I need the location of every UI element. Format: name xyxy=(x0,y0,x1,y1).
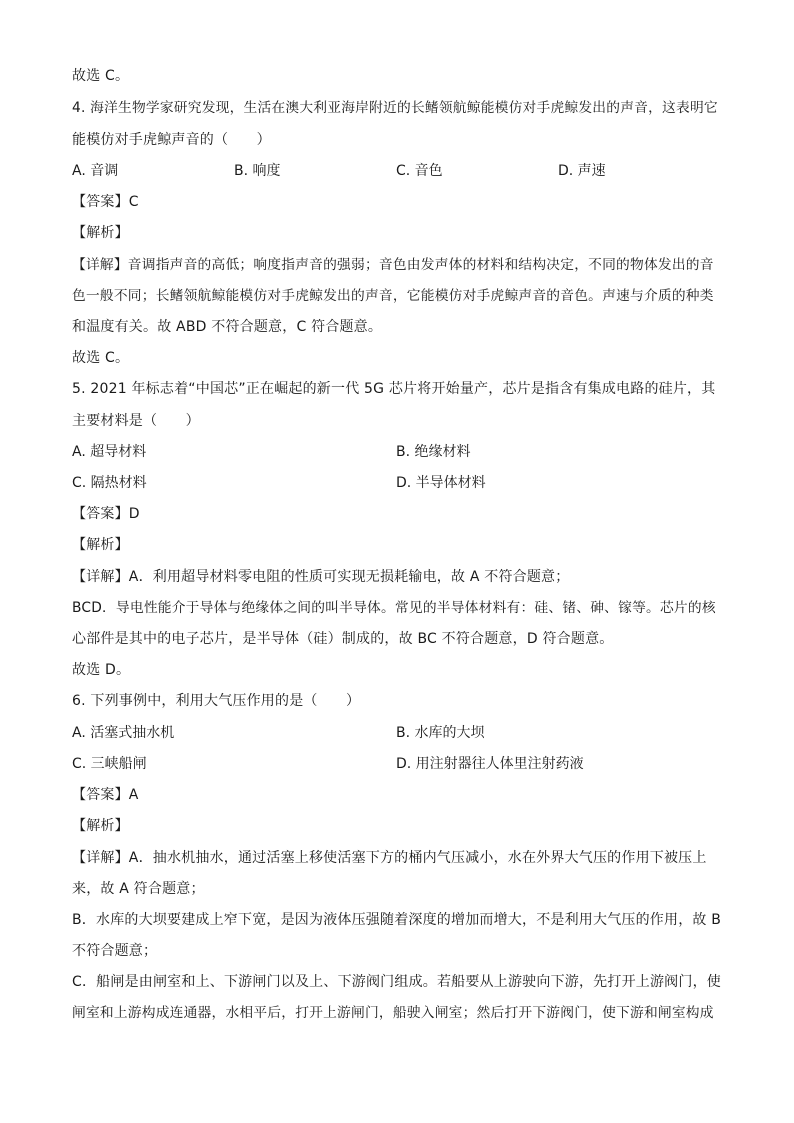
q4-stem-line2: 能模仿对手虎鲸声音的（ ） xyxy=(72,132,271,148)
q4-option-d: D. 声速 xyxy=(558,163,606,179)
q4-stem-line1: 4. 海洋生物学家研究发现，生活在澳大利亚海岸附近的长鳍领航鲸能模仿对手虎鲸发出的声音，这表明它 xyxy=(72,100,718,116)
q4-option-a: A. 音调 xyxy=(72,163,119,179)
q5-detail-line1: 【详解】A．利用超导材料零电阻的性质可实现无损耗输电，故 A 不符合题意； xyxy=(72,569,570,585)
q5-option-d: D. 半导体材料 xyxy=(396,475,486,491)
q5-stem-line2: 主要材料是（ ） xyxy=(72,413,200,429)
q6-answer: 【答案】A xyxy=(72,787,139,803)
q6-option-d: D. 用注射器往人体里注射药液 xyxy=(396,756,584,772)
q4-answer: 【答案】C xyxy=(72,194,139,210)
q4-analysis-heading: 【解析】 xyxy=(72,225,129,241)
q4-conclusion: 故选 C。 xyxy=(72,350,130,366)
q6-detail-line3: B．水库的大坝要建成上窄下宽，是因为液体压强随着深度的增加而增大，不是利用大气压的作用，故 B xyxy=(72,912,722,928)
q6-option-b: B. 水库的大坝 xyxy=(396,725,485,741)
q4-detail-line2: 色一般不同；长鳍领航鲸能模仿对手虎鲸发出的声音，它能模仿对手虎鲸声音的音色。声速与介质的种类 xyxy=(72,288,714,304)
q6-detail-line5: C．船闸是由闸室和上、下游闸门以及上、下游阀门组成。若船要从上游驶向下游，先打开上游阀门，使 xyxy=(72,974,721,990)
q6-option-a: A. 活塞式抽水机 xyxy=(72,725,175,741)
q4-detail-line1: 【详解】音调指声音的高低；响度指声音的强弱；音色由发声体的材料和结构决定，不同的物体发出的音 xyxy=(72,257,714,273)
q6-detail-line1: 【详解】A．抽水机抽水，通过活塞上移使活塞下方的桶内气压减小，水在外界大气压的作用下被压上 xyxy=(72,850,707,866)
q5-detail-line3: 心部件是其中的电子芯片，是半导体（硅）制成的，故 BC 不符合题意，D 符合题意。 xyxy=(72,631,614,647)
q6-detail-line4: 不符合题意； xyxy=(72,943,158,959)
q4-option-c: C. 音色 xyxy=(396,163,443,179)
q3-conclusion: 故选 C。 xyxy=(72,68,130,84)
q6-detail-line6: 闸室和上游构成连通器，水相平后，打开上游闸门，船驶入闸室；然后打开下游阀门，使下游和闸室构成 xyxy=(72,1005,714,1021)
q5-option-b: B. 绝缘材料 xyxy=(396,444,471,460)
q4-detail-line3: 和温度有关。故 ABD 不符合题意，C 符合题意。 xyxy=(72,319,383,335)
q6-analysis-heading: 【解析】 xyxy=(72,818,129,834)
q5-conclusion: 故选 D。 xyxy=(72,662,131,678)
q5-stem-line1: 5. 2021 年标志着“中国芯”正在崛起的新一代 5G 芯片将开始量产，芯片是指含有集成电路的硅片，其 xyxy=(72,381,716,397)
q6-option-c: C. 三峡船闸 xyxy=(72,756,147,772)
q4-option-b: B. 响度 xyxy=(234,163,281,179)
q5-analysis-heading: 【解析】 xyxy=(72,537,129,553)
q5-option-c: C. 隔热材料 xyxy=(72,475,147,491)
q5-answer: 【答案】D xyxy=(72,506,140,522)
q5-detail-line2: BCD．导电性能介于导体与绝缘体之间的叫半导体。常见的半导体材料有：硅、锗、砷、镓等。芯片的核 xyxy=(72,600,716,616)
q6-detail-line2: 来，故 A 符合题意； xyxy=(72,881,205,897)
q5-option-a: A. 超导材料 xyxy=(72,444,147,460)
q6-stem-line1: 6. 下列事例中，利用大气压作用的是（ ） xyxy=(72,693,361,709)
